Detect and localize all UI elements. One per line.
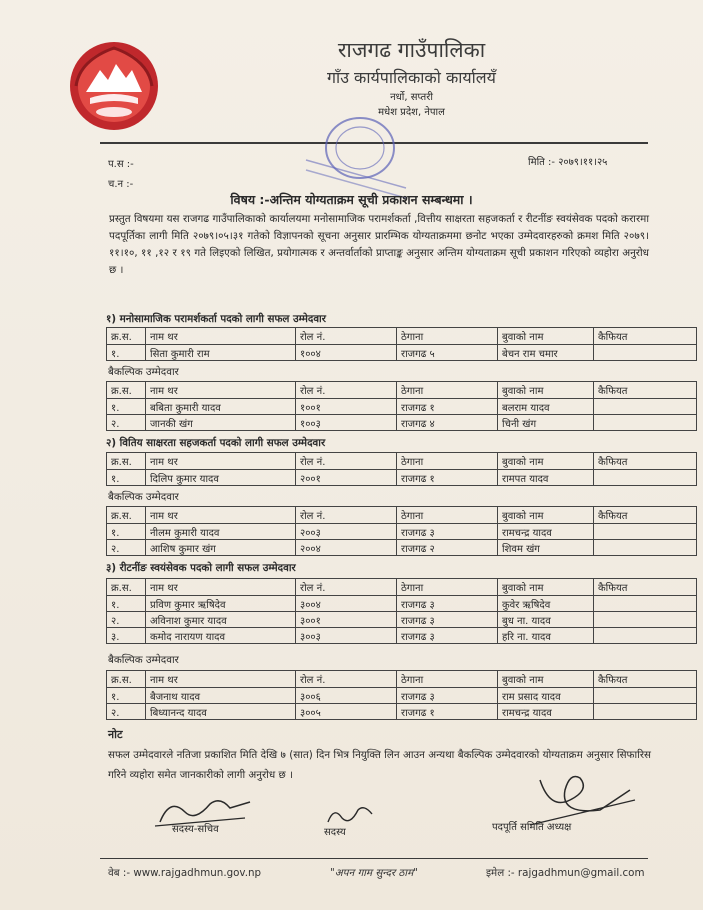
office-name: गाँउ कार्यपालिकाको कार्यालयँ <box>327 68 496 87</box>
cell: अविनाश कुमार यादव <box>146 612 296 628</box>
col-roll: रोल नं. <box>296 671 397 688</box>
table-row <box>107 540 697 556</box>
cell: २. <box>107 540 146 556</box>
table-row <box>107 470 697 486</box>
table-row <box>107 688 697 704</box>
cell: ३. <box>107 628 146 644</box>
cell: नीलम कुमारी यादव <box>146 524 296 540</box>
reference-number: प.स :- <box>108 159 134 170</box>
cell: ३००३ <box>296 628 397 644</box>
table-row <box>107 612 697 628</box>
cell: राजगढ ५ <box>397 345 498 361</box>
col-serial: क्र.स. <box>107 328 146 345</box>
cell <box>594 596 697 612</box>
cell: बुध ना. यादव <box>498 612 594 628</box>
cell: बबिता कुमारी यादव <box>146 399 296 415</box>
cell: जानकी खंग <box>146 415 296 431</box>
col-roll: रोल नं. <box>296 453 397 470</box>
col-father: बुवाको नाम <box>498 382 594 399</box>
section-2-alt-table <box>106 506 697 556</box>
cell <box>594 415 697 431</box>
dispatch-number: च.न :- <box>108 179 134 190</box>
cell <box>594 688 697 704</box>
cell: १. <box>107 524 146 540</box>
cell: कुवेर ऋषिदेव <box>498 596 594 612</box>
cell <box>594 524 697 540</box>
municipality-title: राजगढ गाउँपालिका <box>337 38 486 62</box>
col-roll: रोल नं. <box>296 579 397 596</box>
address-line-2: मधेश प्रदेश, नेपाल <box>378 107 445 118</box>
cell: राजगढ ३ <box>397 612 498 628</box>
table-header-row <box>107 671 697 688</box>
cell <box>594 470 697 486</box>
col-serial: क्र.स. <box>107 507 146 524</box>
col-name: नाम थर <box>146 453 296 470</box>
col-serial: क्र.स. <box>107 671 146 688</box>
cell: राजगढ १ <box>397 399 498 415</box>
col-remarks: कैफियत <box>594 382 697 399</box>
cell: १. <box>107 688 146 704</box>
col-serial: क्र.स. <box>107 382 146 399</box>
cell: राम प्रसाद यादव <box>498 688 594 704</box>
cell: प्रविण कुमार ऋषिदेव <box>146 596 296 612</box>
cell: २००१ <box>296 470 397 486</box>
col-name: नाम थर <box>146 671 296 688</box>
cell: राजगढ १ <box>397 470 498 486</box>
letter-date: मिति :- २०७९।११।२५ <box>528 157 608 168</box>
col-remarks: कैफियत <box>594 671 697 688</box>
cell: दिलिप कुमार यादव <box>146 470 296 486</box>
col-remarks: कैफियत <box>594 453 697 470</box>
cell: राजगढ ४ <box>397 415 498 431</box>
cell: २. <box>107 704 146 720</box>
cell: हरि ना. यादव <box>498 628 594 644</box>
cell <box>594 628 697 644</box>
office-stamp-icon <box>302 110 412 200</box>
section-1-heading: १) मनोसामाजिक परामर्शकर्ता पदको लागी सफल उम्मेदवार <box>106 313 326 325</box>
cell: रामचन्द्र यादव <box>498 524 594 540</box>
col-father: बुवाको नाम <box>498 328 594 345</box>
cell: आशिष कुमार खंग <box>146 540 296 556</box>
section-2-heading: २) वितिय साक्षरता सहजकर्ता पदको लागी सफल उम्मेदवार <box>106 437 326 449</box>
col-name: नाम थर <box>146 579 296 596</box>
cell: शिवम खंग <box>498 540 594 556</box>
cell: २००३ <box>296 524 397 540</box>
col-remarks: कैफियत <box>594 579 697 596</box>
cell: १००१ <box>296 399 397 415</box>
address-line-1: नर्धो, सप्तरी <box>390 92 433 103</box>
cell: २. <box>107 415 146 431</box>
note-text: सफल उम्मेदवारले नतिजा प्रकाशित मिति देखि ७ (सात) दिन भित्र नियुक्ति लिन आउन अन्यथा बैकल्पिक उम्मेदवारको योग्यताक्रम अनुसार सिफारिस गरिने व्यहोरा समेत जानकारीको लागी अनुरोध छ । <box>108 749 651 781</box>
section-3-alt-heading: बैकल्पिक उम्मेदवार <box>108 654 179 666</box>
cell: १००३ <box>296 415 397 431</box>
table-header-row <box>107 453 697 470</box>
cell: बेचन राम चमार <box>498 345 594 361</box>
cell: राजगढ ३ <box>397 596 498 612</box>
table-row <box>107 399 697 415</box>
cell: १. <box>107 345 146 361</box>
col-roll: रोल नं. <box>296 507 397 524</box>
cell: २००४ <box>296 540 397 556</box>
cell: राजगढ ३ <box>397 688 498 704</box>
cell <box>594 399 697 415</box>
footer-slogan: "अपन गाम सुन्दर ठाम" <box>330 867 418 879</box>
member-label: सदस्य <box>324 827 346 838</box>
cell: रामचन्द्र यादव <box>498 704 594 720</box>
col-name: नाम थर <box>146 507 296 524</box>
cell: बलराम यादव <box>498 399 594 415</box>
table-row <box>107 628 697 644</box>
col-serial: क्र.स. <box>107 453 146 470</box>
cell <box>594 345 697 361</box>
section-1-alt-heading: बैकल्पिक उम्मेदवार <box>108 366 179 378</box>
member-secretary-label: सदस्य-सचिव <box>172 824 219 835</box>
cell: चिनी खंग <box>498 415 594 431</box>
section-3-alt-table <box>106 670 697 720</box>
section-2-table <box>106 452 697 486</box>
cell: बैजनाथ यादव <box>146 688 296 704</box>
cell: १. <box>107 470 146 486</box>
col-address: ठेगाना <box>397 453 498 470</box>
cell: ३००६ <box>296 688 397 704</box>
cell <box>594 704 697 720</box>
footer-website: वेब :- www.rajgadhmun.gov.np <box>108 867 262 879</box>
col-address: ठेगाना <box>397 382 498 399</box>
cell: कमोद नारायण यादव <box>146 628 296 644</box>
col-roll: रोल नं. <box>296 382 397 399</box>
table-header-row <box>107 507 697 524</box>
table-header-row <box>107 382 697 399</box>
note-heading: नोट <box>108 728 123 741</box>
letter-subject: विषय :-अन्तिम योग्यताक्रम सूची प्रकाशन सम्बन्धमा । <box>230 192 473 207</box>
table-row <box>107 704 697 720</box>
section-1-table <box>106 327 697 361</box>
table-header-row <box>107 579 697 596</box>
col-remarks: कैफियत <box>594 328 697 345</box>
table-row <box>107 596 697 612</box>
cell <box>594 540 697 556</box>
col-father: बुवाको नाम <box>498 579 594 596</box>
cell: २. <box>107 612 146 628</box>
col-father: बुवाको नाम <box>498 671 594 688</box>
cell: ३००१ <box>296 612 397 628</box>
table-row <box>107 345 697 361</box>
chairperson-label: पदपूर्ति समिति अध्यक्ष <box>492 822 572 833</box>
cell: राजगढ ३ <box>397 628 498 644</box>
footer-divider <box>100 858 648 859</box>
section-3-table <box>106 578 697 644</box>
cell: १. <box>107 596 146 612</box>
table-row <box>107 524 697 540</box>
table-row <box>107 415 697 431</box>
section-3-heading: ३) रीटनींङ स्वयंसेवक पदको लागी सफल उम्मेदवार <box>106 562 296 574</box>
cell: राजगढ ३ <box>397 524 498 540</box>
table-header-row <box>107 328 697 345</box>
section-1-alt-table <box>106 381 697 431</box>
col-address: ठेगाना <box>397 671 498 688</box>
section-2-alt-heading: बैकल्पिक उम्मेदवार <box>108 491 179 503</box>
col-address: ठेगाना <box>397 507 498 524</box>
cell <box>594 612 697 628</box>
cell: ३००५ <box>296 704 397 720</box>
col-father: बुवाको नाम <box>498 453 594 470</box>
footer-email: इमेल :- rajgadhmun@gmail.com <box>486 867 645 879</box>
cell: राजगढ १ <box>397 704 498 720</box>
cell: १. <box>107 399 146 415</box>
col-name: नाम थर <box>146 328 296 345</box>
cell: ३००४ <box>296 596 397 612</box>
col-serial: क्र.स. <box>107 579 146 596</box>
cell: १००४ <box>296 345 397 361</box>
cell: राजगढ २ <box>397 540 498 556</box>
col-address: ठेगाना <box>397 328 498 345</box>
letter-body: प्रस्तुत विषयमा यस राजगढ गाउँपालिकाको कार्यालयमा मनोसामाजिक परामर्शकर्ता ,वित्तीय साक्षरता सहजकर्ता र रीटनींङ स्वयंसेवक पदको करारमा पदपूर्तिका लागी मिति २०७९।०५।३१ गतेको विज्ञापनको सूचना अनुसार प्रारम्भिक योग्यताक्रममा छनोट भएका उम्मेदवारहरुको क्रमश मिति २०७९।११।१०, ११ ,१२ र १९ गते लिइएको लिखित, प्रयोगात्मक र अन्तर्वार्ताको प्राप्ताङ्क अनुसार अन्तिम योग्यताक्रम सूची प्रकाशन गरिएको व्यहोरा अनुरोध छ । <box>109 213 649 276</box>
cell: सिता कुमारी राम <box>146 345 296 361</box>
col-address: ठेगाना <box>397 579 498 596</box>
cell: बिध्यानन्द यादव <box>146 704 296 720</box>
col-father: बुवाको नाम <box>498 507 594 524</box>
col-remarks: कैफियत <box>594 507 697 524</box>
col-roll: रोल नं. <box>296 328 397 345</box>
col-name: नाम थर <box>146 382 296 399</box>
cell: रामपत यादव <box>498 470 594 486</box>
